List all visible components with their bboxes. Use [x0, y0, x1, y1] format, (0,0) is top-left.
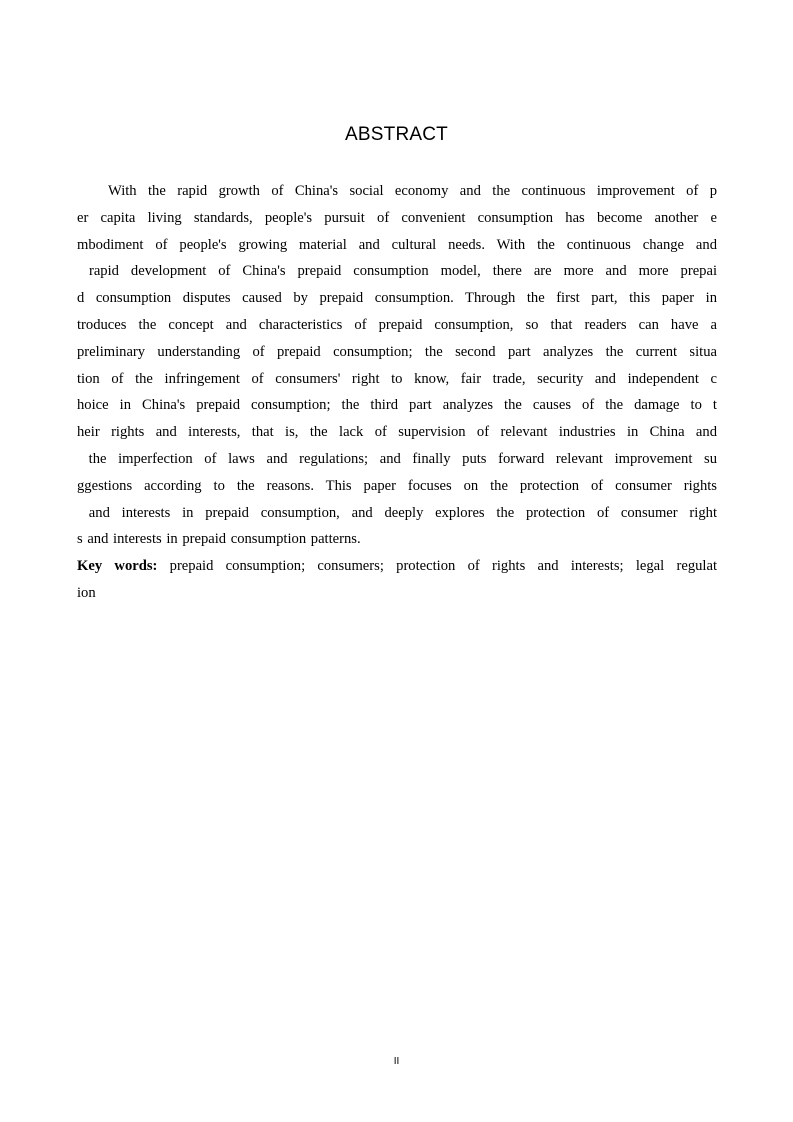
abstract-line: rapid development of China's prepaid consumption model, there are more and more prepai — [77, 263, 717, 280]
abstract-title: ABSTRACT — [345, 124, 448, 145]
keywords-text: prepaid consumption; consumers; protection of rights and interests; legal regulat — [157, 558, 717, 575]
abstract-line: s and interests in prepaid consumption patterns. — [77, 531, 361, 548]
abstract-line: troduces the concept and characteristics of prepaid consumption, so that readers can have a — [77, 316, 717, 333]
abstract-line: With the rapid growth of China's social economy and the continuous improvement of p — [108, 183, 717, 199]
abstract-body — [77, 178, 717, 607]
abstract-line: d consumption disputes caused by prepaid consumption. Through the first part, this paper in — [77, 290, 717, 307]
abstract-line: the imperfection of laws and regulations; and finally puts forward relevant improvement su — [77, 450, 717, 467]
abstract-line: ggestions according to the reasons. This paper focuses on the protection of consumer rights — [77, 477, 717, 494]
keywords-line — [77, 553, 717, 580]
keywords-line-continued: ion — [77, 584, 96, 601]
abstract-line: preliminary understanding of prepaid consumption; the second part analyzes the current situa — [77, 343, 717, 360]
abstract-line: hoice in China's prepaid consumption; the third part analyzes the causes of the damage to t — [77, 397, 717, 414]
page-number: II — [393, 1056, 400, 1067]
abstract-line: heir rights and interests, that is, the lack of supervision of relevant industries in China and — [77, 424, 717, 441]
keywords-label: Key words: — [77, 558, 158, 575]
abstract-line: er capita living standards, people's pursuit of convenient consumption has become another e — [77, 209, 717, 226]
abstract-line: mbodiment of people's growing material and cultural needs. With the continuous change and — [77, 236, 717, 253]
abstract-line: tion of the infringement of consumers' right to know, fair trade, security and independent c — [77, 370, 717, 387]
abstract-line: and interests in prepaid consumption, and deeply explores the protection of consumer right — [77, 504, 717, 521]
